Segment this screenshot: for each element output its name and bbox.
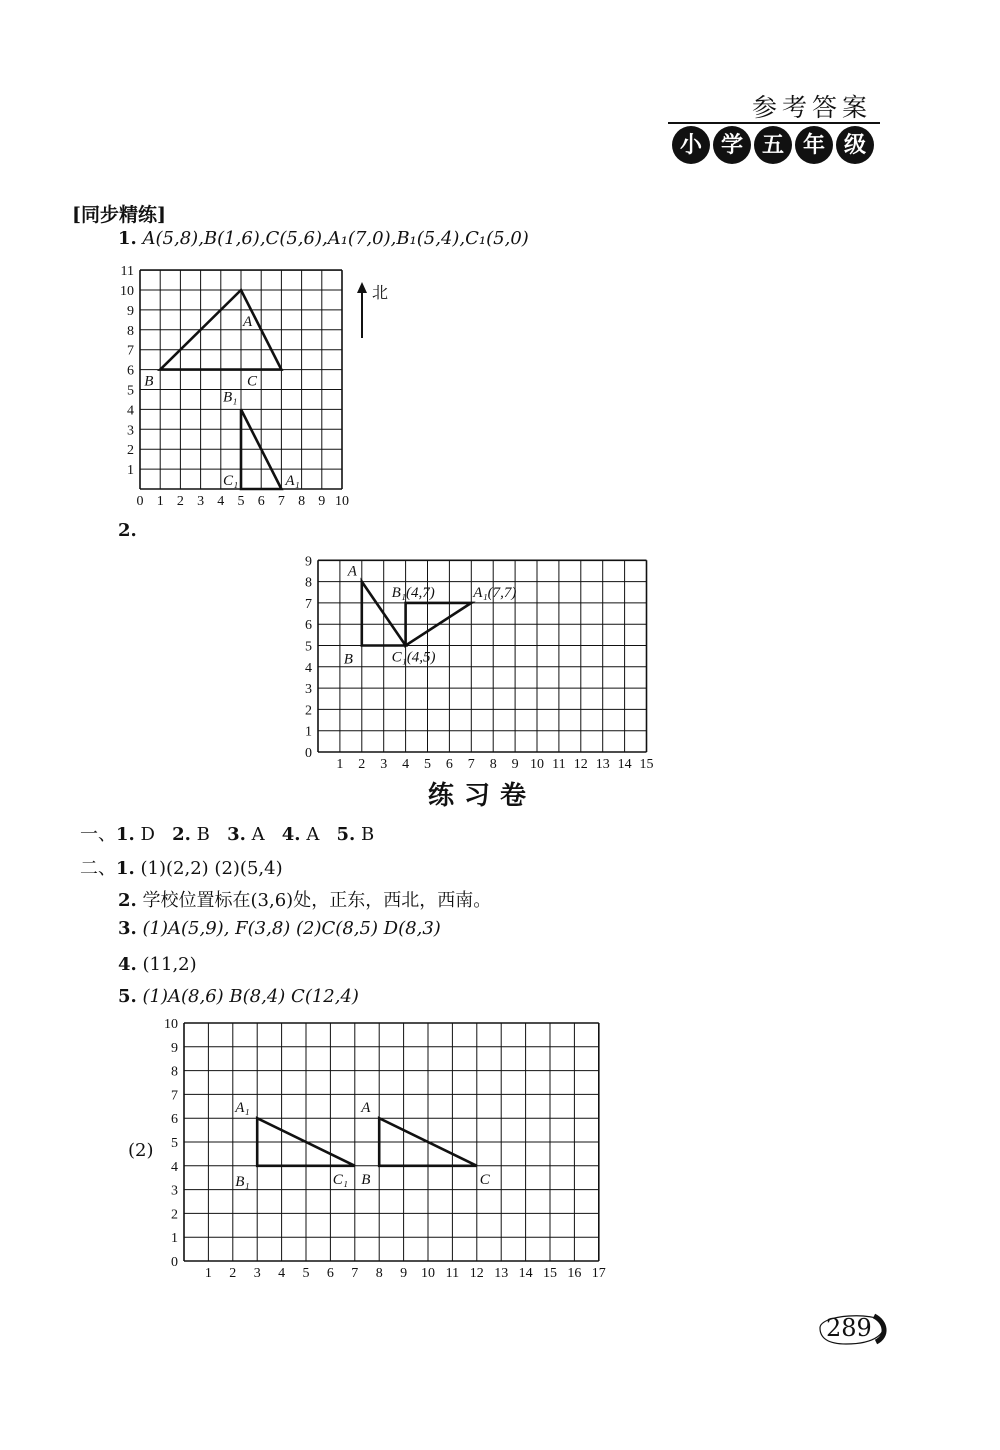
x-tick-label: 8 [375,1266,383,1281]
part2-item-number: 4. [118,954,137,975]
part2-item-number: 3. [118,918,137,939]
x-tick-label: 7 [467,757,475,772]
point-label: C₁(4,5) [391,649,436,666]
x-tick-label: 3 [197,494,205,509]
x-tick-label: 2 [229,1266,237,1281]
x-tick-label: 8 [298,494,306,509]
part2-item-text: (1)(2,2) (2)(5,4) [140,858,283,879]
x-tick-label: 11 [445,1266,460,1281]
y-tick-label: 6 [305,618,312,634]
y-tick-label: 5 [127,383,134,399]
y-tick-label: 9 [171,1040,178,1056]
x-tick-label: 15 [543,1266,557,1281]
x-tick-label: 6 [257,494,265,509]
part2-item-number: 1. [116,858,135,879]
x-tick-label: 8 [489,757,497,772]
part1-item-answer: B [196,824,210,845]
y-tick-label: 0 [305,746,312,761]
point-label: B₁ [235,1173,250,1190]
point-label: A₁(7,7) [473,584,517,601]
q1-answer: A(5,8),B(1,6),C(5,6),A₁(7,0),B₁(5,4),C₁(5,0) [142,228,529,249]
part1-item-number: 2. [172,824,191,845]
point-label: C₁ [223,473,239,489]
part2-line-5 [118,986,359,1007]
header-rule [668,122,880,124]
figure-2-grid [296,545,676,775]
y-tick-label: 2 [127,443,134,459]
x-tick-label: 2 [358,757,366,772]
part1-item-number: 1. [116,824,135,845]
point-label: B [144,373,154,390]
grade-badge: 五 [754,126,792,164]
y-tick-label: 10 [120,284,134,299]
y-tick-label: 5 [305,639,312,655]
point-label: A [243,313,253,330]
y-tick-label: 6 [127,363,134,379]
y-tick-label: 4 [305,660,312,676]
part2-item-text: (1)A(8,6) B(8,4) C(12,4) [142,986,359,1007]
practice-title: 练习卷 [428,781,537,811]
part1-item-number: 3. [227,824,246,845]
y-tick-label: 3 [127,423,134,439]
grade-badge: 级 [836,126,874,164]
grade-badge: 年 [795,126,833,164]
point-label: B [343,651,353,668]
part2-item-text: (11,2) [142,954,197,975]
point-label: C [247,373,258,390]
y-tick-label: 9 [305,554,312,570]
y-tick-label: 9 [127,303,134,319]
x-tick-label: 4 [217,494,225,509]
x-tick-label: 10 [335,494,349,509]
part2-line-1 [80,854,283,880]
point-label: A₁ [235,1100,250,1117]
x-tick-label: 16 [567,1266,582,1281]
y-tick-label: 3 [171,1183,178,1199]
x-tick-label: 5 [237,494,245,509]
part1-item-number: 5. [336,824,356,845]
part2-item-number: 2. [118,890,137,911]
y-tick-label: 4 [127,403,134,419]
point-label: A [361,1100,371,1117]
y-tick-label: 7 [305,596,312,612]
x-tick-label: 3 [253,1266,261,1281]
point-label: B₁(4,7) [391,584,435,601]
y-tick-label: 11 [120,264,134,280]
part1-line [80,820,374,846]
x-tick-label: 5 [424,757,431,772]
y-tick-label: 5 [171,1136,178,1151]
point-label: A₁ [285,473,300,489]
x-tick-label: 15 [639,757,654,772]
q1-number: 1. [118,228,137,249]
x-tick-label: 10 [530,757,544,772]
x-tick-label: 1 [336,757,344,772]
point-label: A [347,563,357,580]
y-tick-label: 2 [171,1207,178,1223]
x-tick-label: 14 [518,1266,533,1281]
y-tick-label: 7 [171,1088,178,1104]
x-tick-label: 14 [617,757,632,772]
header-title: 参考答案 [752,93,873,122]
x-tick-label: 3 [380,757,388,772]
x-tick-label: 13 [595,757,610,772]
y-tick-label: 1 [171,1231,178,1247]
x-tick-label: 17 [591,1266,606,1281]
x-tick-label: 5 [302,1266,310,1281]
figure-3-side-label: (2) [128,1140,154,1161]
q1-line [118,228,529,249]
part1-item-number: 4. [281,824,301,845]
x-tick-label: 2 [176,494,184,509]
grade-badge: 学 [713,126,751,164]
x-tick-label: 13 [494,1266,509,1281]
part2-item-text: 学校位置标在(3,6)处，正东，西北，西南。 [142,890,492,911]
y-tick-label: 10 [164,1017,178,1032]
y-tick-label: 8 [171,1064,178,1080]
point-label: C₁ [332,1171,349,1188]
part2-item-number: 5. [118,986,137,1007]
part2-line-4 [118,954,197,975]
q2-number: 2. [118,520,137,541]
section-tag: [同步精练] [72,204,166,226]
x-tick-label: 4 [278,1266,286,1281]
part1-item-answer: B [361,824,375,845]
y-tick-label: 8 [127,323,134,339]
y-tick-label: 3 [305,682,312,698]
y-tick-label: 4 [171,1159,178,1175]
x-tick-label: 7 [277,494,285,509]
x-tick-label: 6 [326,1266,334,1281]
y-tick-label: 6 [171,1112,178,1128]
y-tick-label: 8 [305,575,312,591]
y-tick-label: 2 [305,703,312,719]
x-tick-label: 9 [318,494,326,509]
y-tick-label: 7 [127,343,134,359]
part1-item-answer: A [306,824,320,845]
x-tick-label: 0 [136,494,144,509]
point-label: B [361,1171,371,1188]
x-tick-label: 10 [421,1266,435,1281]
page-number: 289 [826,1314,872,1342]
part1-item-answer: A [251,824,265,845]
x-tick-label: 7 [351,1266,359,1281]
x-tick-label: 9 [400,1266,408,1281]
point-label: B₁ [223,389,238,406]
y-tick-label: 0 [171,1255,178,1270]
x-tick-label: 9 [511,757,519,772]
part2-line-3 [118,918,441,939]
grade-badge: 小 [672,126,710,164]
part2-line-2 [118,886,491,912]
grade-badges [672,126,874,164]
x-tick-label: 12 [469,1266,484,1281]
compass-north-label: 北 [372,283,389,302]
north-arrow-icon [352,280,372,340]
part2-label: 二、 [80,858,116,879]
y-tick-label: 1 [305,724,312,740]
x-tick-label: 1 [156,494,164,509]
part1-label: 一、 [80,824,116,845]
part2-item-text: (1)A(5,9), F(3,8) (2)C(8,5) D(8,3) [142,918,441,939]
x-tick-label: 1 [204,1266,212,1281]
x-tick-label: 12 [573,757,588,772]
x-tick-label: 11 [552,757,566,772]
y-tick-label: 1 [127,463,134,479]
point-label: C [479,1171,490,1188]
figure-3-grid [150,1010,630,1285]
x-tick-label: 4 [402,757,410,772]
part1-item-answer: D [140,824,155,845]
x-tick-label: 6 [445,757,453,772]
